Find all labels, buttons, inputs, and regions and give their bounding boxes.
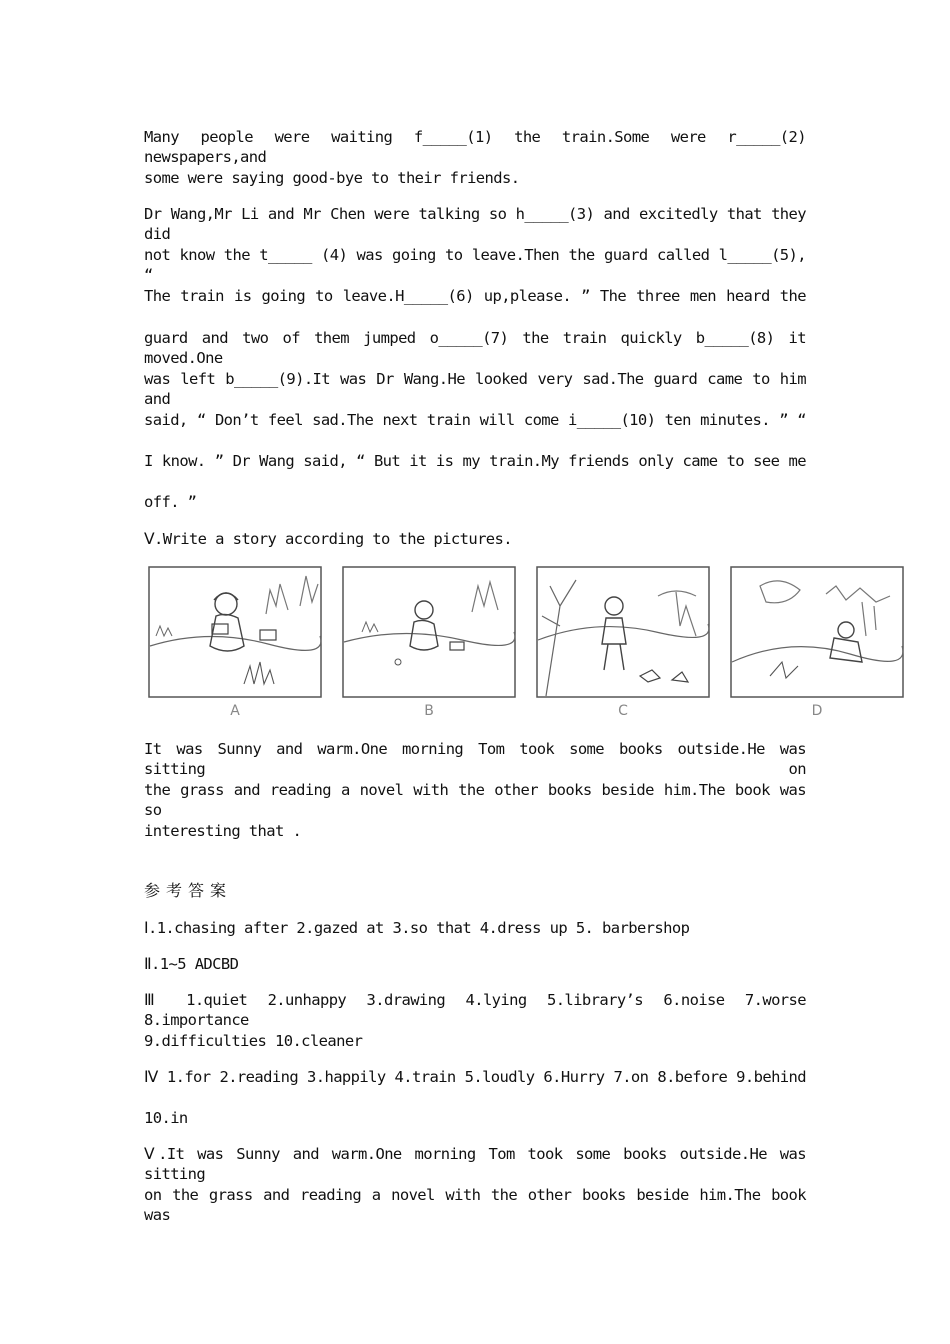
passage-line-6: guard and two of them jumped o_____(7) the train quickly b_____(8) it moved.One (144, 329, 806, 367)
answer-line-3: Ⅲ 1.quiet 2.unhappy 3.drawing 4.lying 5.library’s 6.noise 7.worse 8.importance (144, 991, 806, 1029)
picture-b-drawing (342, 566, 516, 700)
picture-b (342, 566, 516, 700)
passage-line-7: was left b_____(9).It was Dr Wang.He looked very sad.The guard came to him and (144, 370, 806, 408)
answer-line-5: Ⅳ 1.for 2.reading 3.happily 4.train 5.loudly 6.Hurry 7.on 8.before 9.behind (144, 1068, 806, 1086)
story-line-2: the grass and reading a novel with the other books beside him.The book was so (144, 781, 806, 819)
section-5-instruction: Ⅴ.Write a story according to the pictures. (144, 530, 513, 548)
answer-line-2: Ⅱ.1~5 ADCBD (144, 955, 239, 973)
passage-line-2: some were saying good-bye to their friends. (144, 169, 520, 187)
answer-line-1: Ⅰ.1.chasing after 2.gazed at 3.so that 4.dress up 5. barbershop (144, 919, 690, 937)
story-line-3: interesting that . (144, 822, 302, 840)
picture-c-drawing (536, 566, 710, 700)
answer-line-4: 9.difficulties 10.cleaner (144, 1032, 363, 1050)
passage-line-3: Dr Wang,Mr Li and Mr Chen were talking so h_____(3) and excitedly that they did (144, 205, 806, 243)
passage-line-5: The train is going to leave.H_____(6) up,please. ” The three men heard the (144, 287, 806, 305)
answer-line-8: on the grass and reading a novel with the other books beside him.The book was (144, 1186, 806, 1224)
picture-label-a: A (230, 703, 240, 719)
picture-d-drawing (730, 566, 904, 700)
passage-line-8: said, “ Don’t feel sad.The next train will come i_____(10) ten minutes. ” “ (144, 411, 806, 429)
picture-label-b: B (424, 703, 434, 719)
picture-a-drawing (148, 566, 322, 700)
picture-label-d: D (811, 703, 823, 719)
story-line-1: It was Sunny and warm.One morning Tom took some books outside.He was sitting on (144, 740, 806, 778)
picture-c (536, 566, 710, 700)
passage-line-9: I know. ” Dr Wang said, “ But it is my train.My friends only came to see me (144, 452, 806, 470)
picture-label-c: C (618, 703, 628, 719)
answer-line-7: Ⅴ.It was Sunny and warm.One morning Tom took some books outside.He was sitting (144, 1145, 806, 1183)
passage-line-4: not know the t_____ (4) was going to leave.Then the guard called l_____(5), “ (144, 246, 806, 284)
passage-line-10: off. ” (144, 493, 197, 511)
answer-line-6: 10.in (144, 1109, 188, 1127)
picture-strip (144, 566, 904, 726)
picture-a (148, 566, 322, 700)
picture-d (730, 566, 904, 700)
passage-line-1: Many people were waiting f_____(1) the train.Some were r_____(2) newspapers,and (144, 128, 806, 166)
answers-heading: 参考答案 (144, 881, 233, 900)
